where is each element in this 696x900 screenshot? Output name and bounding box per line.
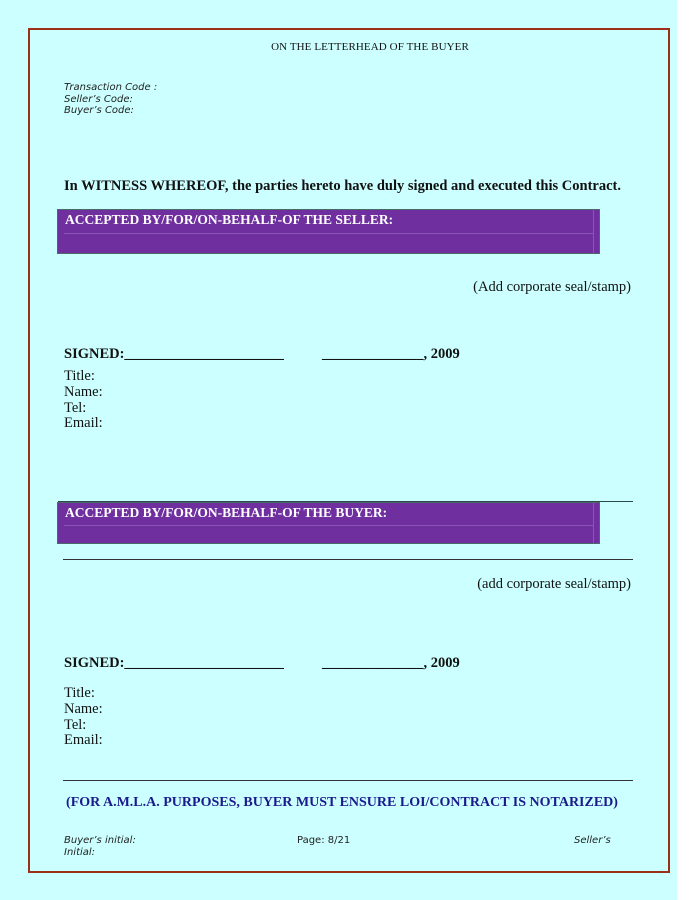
buyer-date-field: ______________, 2009 [321, 655, 460, 671]
seller-signed-label: SIGNED:______________________ [64, 346, 284, 362]
buyer-title-label: Title: [64, 685, 95, 701]
buyer-email-label: Email: [64, 732, 103, 749]
buyer-signed-label: SIGNED:______________________ [64, 655, 284, 671]
transaction-code-label: Transaction Code : [64, 82, 158, 93]
seller-tel-label: Tel: [64, 399, 87, 416]
seller-acceptance-header-box [57, 209, 600, 254]
seller-initial-label-continued: Initial: [64, 847, 96, 858]
buyer-acceptance-header-box [57, 502, 600, 544]
buyer-signature-line [64, 655, 460, 672]
seller-date-field: ______________, 2009 [321, 346, 460, 362]
buyer-tel-label: Tel: [64, 716, 87, 733]
divider-rule [63, 780, 633, 781]
buyer-initial-label: Buyer’s initial: [64, 835, 136, 846]
buyer-details [64, 686, 103, 749]
witness-statement: In WITNESS WHEREOF, the parties hereto have duly signed and executed this Contract. [64, 178, 621, 194]
divider-rule [63, 559, 633, 560]
seller-details [64, 369, 103, 432]
amla-notice: (FOR A.M.L.A. PURPOSES, BUYER MUST ENSURE LOI/CONTRACT IS NOTARIZED) [66, 795, 618, 810]
code-block [64, 82, 157, 117]
buyer-code-label: Buyer’s Code: [64, 105, 134, 116]
box-divider [593, 210, 594, 253]
seller-code-label: Seller’s Code: [64, 93, 133, 105]
seller-email-label: Email: [64, 415, 103, 432]
buyer-acceptance-header: ACCEPTED BY/FOR/ON-BEHALF-OF THE BUYER: [65, 505, 388, 520]
box-divider [593, 503, 594, 543]
page-border-frame [28, 28, 670, 873]
seller-acceptance-header: ACCEPTED BY/FOR/ON-BEHALF-OF THE SELLER: [65, 212, 394, 227]
seller-name-label: Name: [64, 383, 103, 400]
box-divider [64, 525, 593, 526]
seller-title-label: Title: [64, 368, 95, 384]
box-divider [64, 233, 593, 234]
buyer-name-label: Name: [64, 700, 103, 717]
page-number: Page: 8/21 [297, 835, 351, 846]
seller-initial-label: Seller’s [574, 835, 611, 846]
buyer-seal-note: (add corporate seal/stamp) [477, 576, 631, 592]
seller-signature-line [64, 346, 460, 363]
seller-seal-note: (Add corporate seal/stamp) [473, 279, 631, 295]
letterhead-title: ON THE LETTERHEAD OF THE BUYER [271, 41, 469, 53]
